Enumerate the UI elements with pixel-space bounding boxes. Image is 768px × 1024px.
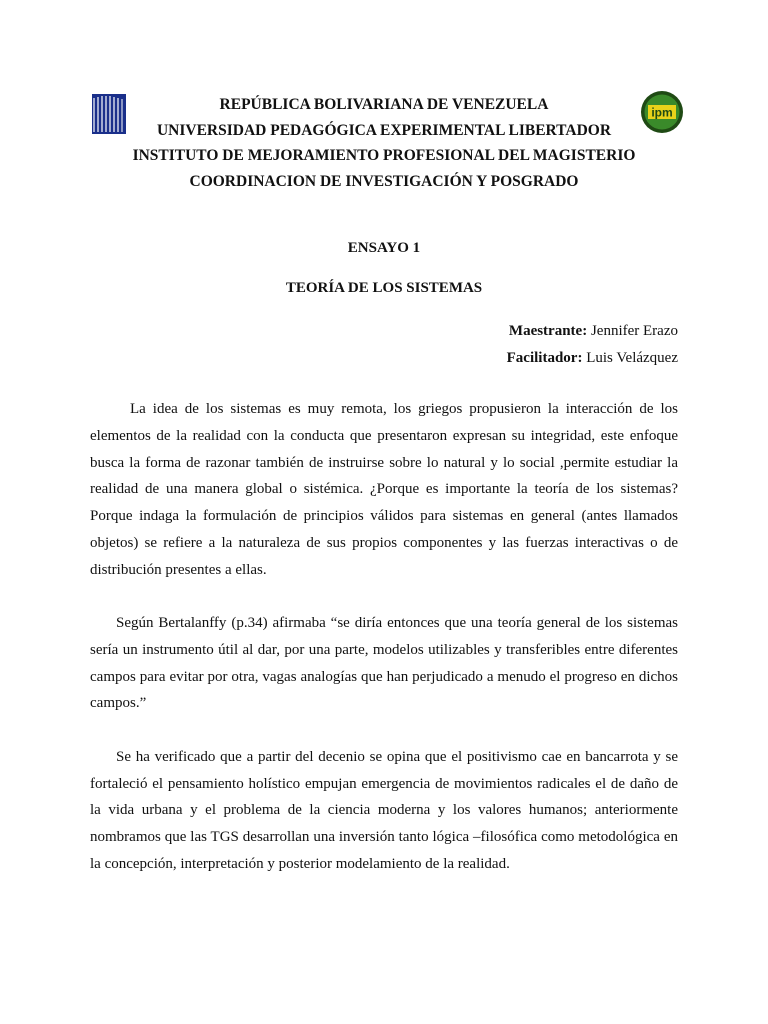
maestrante-line [507,318,678,345]
ipm-seal-text: ipm [651,105,673,120]
credits-block [507,318,678,372]
essay-subtitle: TEORÍA DE LOS SISTEMAS [285,280,483,296]
ipm-seal-icon [640,90,684,134]
paragraph: Se ha verificado que a partir del decenio se opina que el positivismo cae en bancarrota y se fortaleció el pensamiento holístico empujan emergencia de movimientos radicales el de daño de la vida urbana y el problema de la ciencia moderna y los valores humanos; anteriormente nombramos que las TGS desarrollan una inversión tanto lógica –filosófica como metodológica en la concepción, interpretación y posterior modelamiento de la realidad. [90,748,678,872]
facilitador-label: Facilitador: [506,350,583,366]
university-logo-icon [86,94,126,134]
header-line-institute: INSTITUTO DE MEJORAMIENTO PROFESIONAL DEL MAGISTERIO [132,147,636,164]
paragraph: Según Bertalanffy (p.34) afirmaba “se diría entonces que una teoría general de los sistemas sería un instrumento útil al dar, por una parte, modelos utilizables y transferibles entre diferentes campos para evitar por otra, vagas analogías que han perjudicado a menudo el progreso en dichos campos.” [90,615,678,712]
header-line-university: UNIVERSIDAD PEDAGÓGICA EXPERIMENTAL LIBERTADOR [156,121,612,139]
header-line-coordination: COORDINACION DE INVESTIGACIÓN Y POSGRADO [189,172,579,190]
facilitador-line [507,345,678,372]
essay-title: ENSAYO 1 [347,240,421,256]
essay-body [90,396,678,904]
maestrante-label: Maestrante: [508,323,588,339]
facilitador-name: Luis Velázquez [582,350,678,366]
maestrante-name: Jennifer Erazo [587,323,678,339]
institution-header [130,92,638,194]
header-line-republic: REPÚBLICA BOLIVARIANA DE VENEZUELA [219,96,549,113]
paragraph: La idea de los sistemas es muy remota, los griegos propusieron la interacción de los elementos de la realidad con la conducta que presentaron expresan su integridad, este enfoque busca la forma de razonar también de instruirse sobre lo natural y lo social ,permite estudiar la realidad de una manera global o sistémica. ¿Porque es importante la teoría de los sistemas? Porque indaga la formulación de principios válidos para sistemas en general (antes llamados objetos) se refiere a la naturaleza de sus propios componentes y las fuerzas interactivas o de distribución presentes a ellas. [90,401,678,578]
